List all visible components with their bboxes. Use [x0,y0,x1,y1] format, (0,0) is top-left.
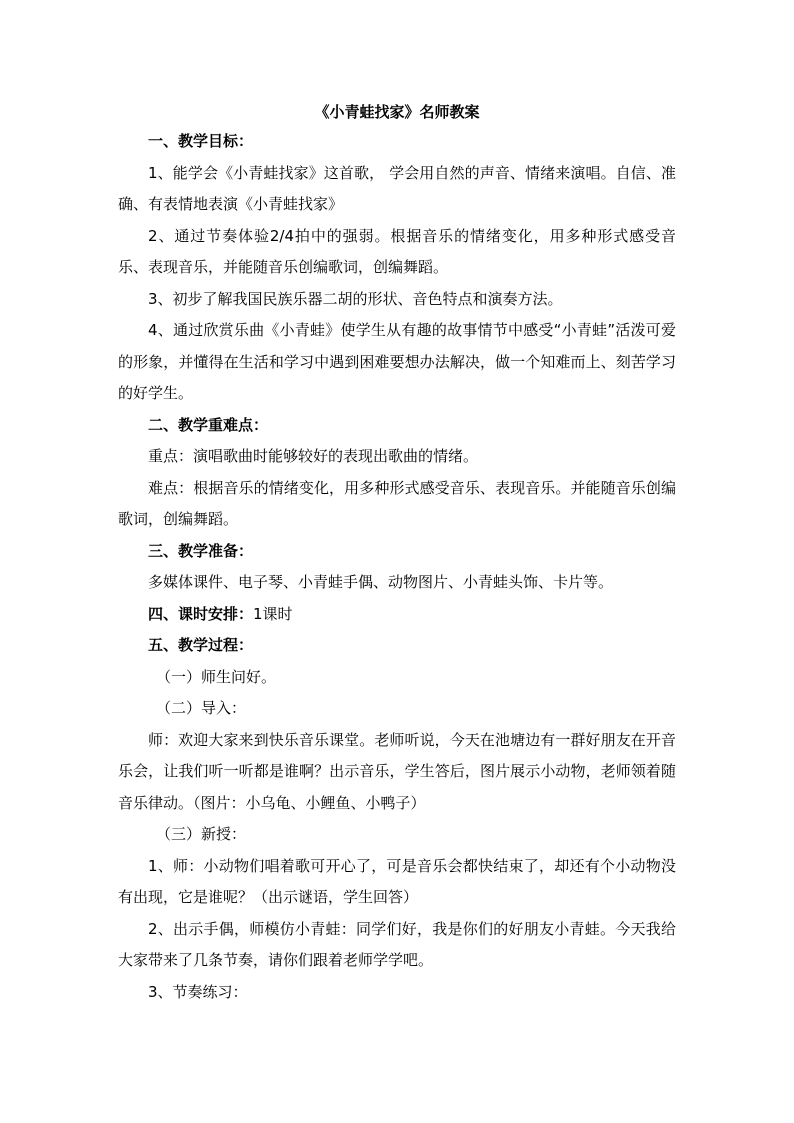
process-paragraph: 2、出示手偶，师模仿小青蛙：同学们好，我是你们的好朋友小青蛙。今天我给大家带来了几条节奏，请你们跟着老师学学吧。 [118,919,676,969]
document-title: 《小青蛙找家》名师教案 [314,103,480,121]
key-point-item: 重点：演唱歌曲时能够较好的表现出歌曲的情绪。 [148,447,479,465]
section-heading-key-points: 二、教学重难点： [148,415,269,434]
difficulty-item: 难点：根据音乐的情绪变化，用多种形式感受音乐、表现音乐。并能随音乐创编歌词，创编舞蹈。 [118,478,676,528]
objective-item: 3、初步了解我国民族乐器二胡的形状、音色特点和演奏方法。 [148,289,563,308]
process-paragraph: 师：欢迎大家来到快乐音乐课堂。老师听说，今天在池塘边有一群好朋友在开音乐会，让我们听一听都是谁啊？出示音乐，学生答后，图片展示小动物，老师领着随音乐律动。（图片：小乌龟、小鲤鱼、小鸭子） [118,730,676,812]
objective-item: 4、通过欣赏乐曲《小青蛙》使学生从有趣的故事情节中感受“小青蛙”活泼可爱的形象，并懂得在生活和学习中遇到困难要想办法解决，做一个知难而上、刻苦学习的好学生。 [118,321,676,402]
process-step: （二）导入： [156,699,247,717]
section-heading-objectives: 一、教学目标： [148,132,254,150]
schedule-value: 1课时 [253,604,293,623]
section-heading-process: 五、教学过程： [148,636,254,654]
objective-item: 1、能学会《小青蛙找家》这首歌， 学会用自然的声音、情绪来演唱。自信、准确、有表情地表演《小青蛙找家》 [118,163,676,213]
objective-item: 2、通过节奏体验2/4拍中的强弱。根据音乐的情绪变化，用多种形式感受音乐、表现音乐，并能随音乐创编歌词，创编舞蹈。 [118,226,676,276]
section-schedule [118,599,676,631]
process-paragraph: 3、节奏练习： [148,982,248,1001]
process-paragraph: 1、师：小动物们唱着歌可开心了，可是音乐会都快结束了，却还有个小动物没有出现，它是谁呢？（出示谜语，学生回答） [118,856,676,906]
preparation-text: 多媒体课件、电子琴、小青蛙手偶、动物图片、小青蛙头饰、卡片等。 [148,573,614,591]
section-heading-schedule: 四、课时安排： [148,604,254,623]
document-body [118,126,676,1008]
process-step: （三）新授： [156,825,247,843]
process-step: （一）师生问好。 [156,667,277,686]
section-heading-preparation: 三、教学准备： [148,541,254,560]
